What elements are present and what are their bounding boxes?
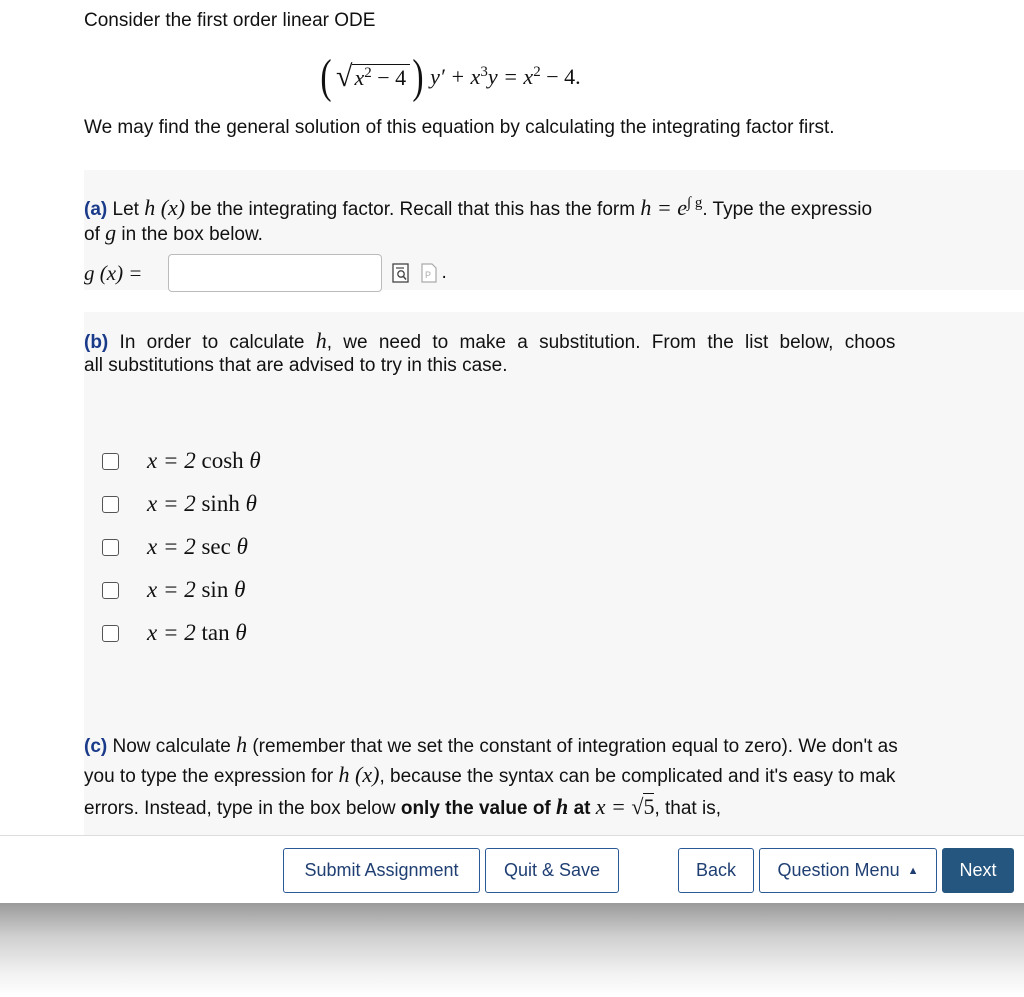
part-b-t2: , we need to make a substitution. From the list below, choos (326, 332, 896, 353)
eq-part-c: − 4. (540, 64, 581, 89)
question-menu-label: Question Menu (777, 860, 900, 880)
opt-fn: sin (195, 577, 235, 602)
part-c-label: (c) (84, 736, 108, 757)
opt-var: θ (249, 448, 261, 473)
part-c-t5: errors. Instead, type in the box below (84, 798, 401, 819)
part-b-t1: In order to calculate (108, 332, 316, 353)
option-label (147, 577, 245, 603)
back-button[interactable]: Back (678, 848, 754, 893)
option-label (147, 491, 257, 517)
instruction-text: We may find the general solution of this equation by calculating the integrating factor first. (84, 117, 835, 138)
part-a-form: h = e (640, 195, 687, 220)
part-a-t4-pre: of (84, 224, 106, 245)
part-c-h: h (236, 732, 248, 757)
opt-lhs: x = 2 (147, 491, 196, 516)
eq-exp2: 2 (533, 64, 541, 80)
sqrt-sign: √ (335, 60, 353, 93)
part-c-t3: you to type the expression for (84, 766, 339, 787)
part-c-line-1 (84, 732, 898, 758)
opt-lhs: x = 2 (147, 577, 196, 602)
checkbox-sin[interactable] (102, 582, 119, 599)
eq-part-b: y = x (487, 64, 534, 89)
option-label (147, 448, 261, 474)
part-a (84, 170, 1024, 290)
caret-up-icon: ▲ (907, 864, 919, 877)
eq-part-a: y′ + x (430, 64, 481, 89)
option-sec[interactable] (102, 534, 248, 560)
preview-icon[interactable] (392, 263, 410, 283)
equation-rest (430, 64, 580, 90)
part-a-label: (a) (84, 199, 108, 220)
part-a-form-exp: ∫ g (686, 195, 703, 211)
part-a-t1: Let (107, 199, 145, 220)
option-sinh[interactable] (102, 491, 257, 517)
checkbox-sec[interactable] (102, 539, 119, 556)
left-paren: ( (320, 50, 332, 103)
eq-exp1: 3 (480, 64, 488, 80)
radicand-exp: 2 (364, 64, 372, 81)
part-a-answer-row (84, 254, 447, 292)
radicand (352, 64, 410, 91)
right-paren: ) (412, 50, 424, 103)
formula-editor-icon[interactable] (420, 263, 438, 283)
sqrt-sign: √ (631, 794, 644, 819)
part-a-t3: . Type the expressio (702, 199, 873, 220)
answer-label: g (x) = (84, 260, 143, 285)
option-label (147, 620, 247, 646)
opt-fn: sec (195, 534, 237, 559)
part-b (84, 312, 1024, 712)
option-cosh[interactable] (102, 448, 261, 474)
radicand-rest: − 4 (371, 64, 407, 90)
part-a-text-2 (84, 220, 263, 246)
part-a-t4-post: in the box below. (116, 224, 263, 245)
checkbox-sinh[interactable] (102, 496, 119, 513)
opt-fn: cosh (195, 448, 250, 473)
part-c-line-3 (84, 794, 721, 820)
option-label (147, 534, 248, 560)
part-a-t2: be the integrating factor. Recall that this has the form (185, 199, 641, 220)
opt-var: θ (234, 577, 246, 602)
part-a-hx: h (x) (144, 195, 186, 220)
part-b-text-2: all substitutions that are advised to try in this case. (84, 355, 508, 376)
ode-equation (318, 52, 581, 102)
opt-var: θ (235, 620, 247, 645)
opt-var: θ (236, 534, 248, 559)
part-c-line-2 (84, 762, 895, 788)
part-c-bold-h: h (556, 794, 569, 819)
checkbox-tan[interactable] (102, 625, 119, 642)
part-c-t4: , because the syntax can be complicated and it's easy to mak (379, 766, 896, 787)
window-shadow (0, 903, 1024, 997)
answer-period: . (441, 262, 447, 283)
next-button[interactable]: Next (942, 848, 1014, 893)
opt-fn: tan (195, 620, 236, 645)
part-a-g: g (105, 220, 117, 245)
footer-toolbar (0, 835, 1024, 903)
part-b-label: (b) (84, 332, 109, 353)
part-c-t6: , that is, (654, 798, 721, 819)
g-answer-input[interactable] (168, 254, 382, 292)
opt-lhs: x = 2 (147, 448, 196, 473)
checkbox-cosh[interactable] (102, 453, 119, 470)
option-tan[interactable] (102, 620, 247, 646)
opt-lhs: x = 2 (147, 534, 196, 559)
part-c-bold2: at (568, 798, 596, 819)
submit-assignment-button[interactable]: Submit Assignment (283, 848, 480, 893)
part-c (84, 712, 1024, 835)
part-c-hx: h (x) (338, 762, 380, 787)
opt-var: θ (245, 491, 257, 516)
part-b-text (84, 326, 1024, 358)
intro-text: Consider the first order linear ODE (84, 10, 376, 31)
part-b-h: h (315, 328, 327, 353)
opt-fn: sinh (195, 491, 246, 516)
part-c-xeq: x = (595, 794, 632, 819)
quit-save-button[interactable]: Quit & Save (485, 848, 619, 893)
question-menu-button[interactable] (759, 848, 937, 893)
option-sin[interactable] (102, 577, 245, 603)
radicand-var: x (354, 64, 365, 90)
part-c-sqrt-num: 5 (643, 794, 655, 819)
opt-lhs: x = 2 (147, 620, 196, 645)
svg-text:P: P (425, 270, 432, 280)
part-c-t2: (remember that we set the constant of integration equal to zero). We don't as (247, 736, 898, 757)
part-c-bold1: only the value of (400, 798, 557, 819)
part-c-t1: Now calculate (107, 736, 237, 757)
